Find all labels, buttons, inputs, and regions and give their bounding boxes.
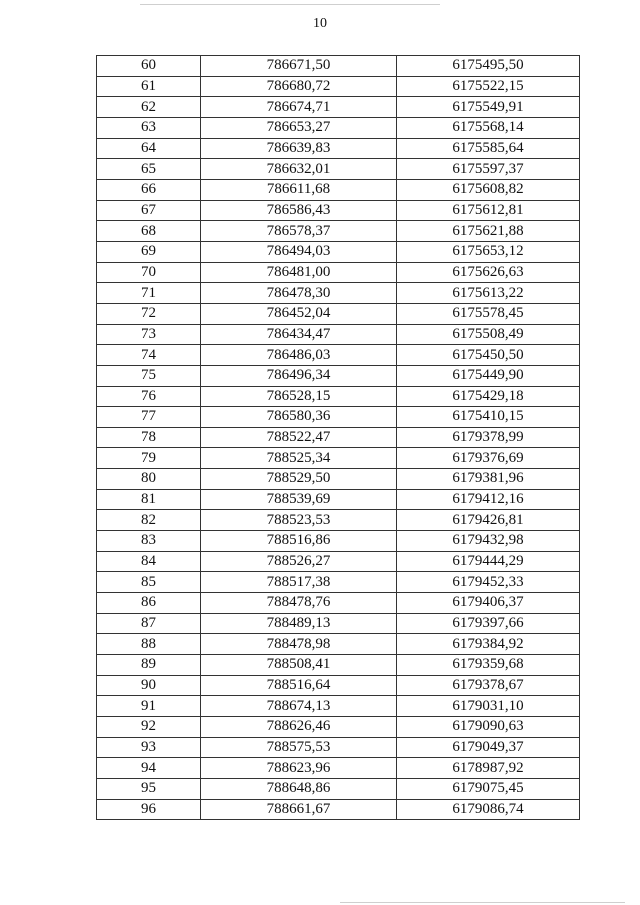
point-number-cell: 75 — [97, 365, 201, 386]
x-coordinate-cell: 788623,96 — [201, 758, 397, 779]
point-number-cell: 64 — [97, 138, 201, 159]
y-coordinate-cell: 6179049,37 — [397, 737, 580, 758]
point-number-cell: 82 — [97, 510, 201, 531]
y-coordinate-cell: 6179406,37 — [397, 593, 580, 614]
y-coordinate-cell: 6178987,92 — [397, 758, 580, 779]
table-row — [97, 778, 580, 799]
table-row — [97, 551, 580, 572]
x-coordinate-cell: 786478,30 — [201, 283, 397, 304]
table-row — [97, 510, 580, 531]
y-coordinate-cell: 6179452,33 — [397, 572, 580, 593]
point-number-cell: 60 — [97, 56, 201, 77]
y-coordinate-cell: 6179381,96 — [397, 469, 580, 490]
point-number-cell: 93 — [97, 737, 201, 758]
table-row — [97, 799, 580, 820]
y-coordinate-cell: 6179426,81 — [397, 510, 580, 531]
table-row — [97, 324, 580, 345]
x-coordinate-cell: 786434,47 — [201, 324, 397, 345]
x-coordinate-cell: 788526,27 — [201, 551, 397, 572]
table-row — [97, 345, 580, 366]
x-coordinate-cell: 788516,86 — [201, 531, 397, 552]
x-coordinate-cell: 788489,13 — [201, 613, 397, 634]
y-coordinate-cell: 6179397,66 — [397, 613, 580, 634]
table-row — [97, 97, 580, 118]
x-coordinate-cell: 788674,13 — [201, 696, 397, 717]
x-coordinate-cell: 788525,34 — [201, 448, 397, 469]
x-coordinate-cell: 786586,43 — [201, 200, 397, 221]
table-row — [97, 407, 580, 428]
table-row — [97, 221, 580, 242]
y-coordinate-cell: 6175608,82 — [397, 179, 580, 200]
y-coordinate-cell: 6179378,99 — [397, 427, 580, 448]
y-coordinate-cell: 6179444,29 — [397, 551, 580, 572]
y-coordinate-cell: 6179384,92 — [397, 634, 580, 655]
x-coordinate-cell: 786653,27 — [201, 117, 397, 138]
table-row — [97, 572, 580, 593]
point-number-cell: 79 — [97, 448, 201, 469]
point-number-cell: 81 — [97, 489, 201, 510]
y-coordinate-cell: 6175568,14 — [397, 117, 580, 138]
point-number-cell: 83 — [97, 531, 201, 552]
y-coordinate-cell: 6175597,37 — [397, 159, 580, 180]
table-row — [97, 489, 580, 510]
table-row — [97, 76, 580, 97]
x-coordinate-cell: 786632,01 — [201, 159, 397, 180]
x-coordinate-cell: 786494,03 — [201, 241, 397, 262]
table-row — [97, 737, 580, 758]
y-coordinate-cell: 6175621,88 — [397, 221, 580, 242]
y-coordinate-cell: 6175508,49 — [397, 324, 580, 345]
point-number-cell: 80 — [97, 469, 201, 490]
page-number: 10 — [313, 16, 327, 31]
point-number-cell: 88 — [97, 634, 201, 655]
x-coordinate-cell: 788522,47 — [201, 427, 397, 448]
point-number-cell: 85 — [97, 572, 201, 593]
y-coordinate-cell: 6179090,63 — [397, 717, 580, 738]
table-row — [97, 634, 580, 655]
table-row — [97, 138, 580, 159]
table-row — [97, 448, 580, 469]
table-row — [97, 303, 580, 324]
point-number-cell: 95 — [97, 778, 201, 799]
y-coordinate-cell: 6179086,74 — [397, 799, 580, 820]
point-number-cell: 72 — [97, 303, 201, 324]
table-row — [97, 593, 580, 614]
point-number-cell: 78 — [97, 427, 201, 448]
point-number-cell: 61 — [97, 76, 201, 97]
y-coordinate-cell: 6175450,50 — [397, 345, 580, 366]
x-coordinate-cell: 788575,53 — [201, 737, 397, 758]
point-number-cell: 89 — [97, 655, 201, 676]
table-row — [97, 427, 580, 448]
x-coordinate-cell: 786674,71 — [201, 97, 397, 118]
point-number-cell: 71 — [97, 283, 201, 304]
point-number-cell: 87 — [97, 613, 201, 634]
table-row — [97, 655, 580, 676]
table-row — [97, 262, 580, 283]
x-coordinate-cell: 788661,67 — [201, 799, 397, 820]
table-row — [97, 117, 580, 138]
x-coordinate-cell: 786528,15 — [201, 386, 397, 407]
point-number-cell: 74 — [97, 345, 201, 366]
y-coordinate-cell: 6175578,45 — [397, 303, 580, 324]
y-coordinate-cell: 6179412,16 — [397, 489, 580, 510]
y-coordinate-cell: 6175449,90 — [397, 365, 580, 386]
coordinates-table-body — [97, 56, 580, 820]
bottom-edge-line — [340, 902, 625, 903]
y-coordinate-cell: 6175522,15 — [397, 76, 580, 97]
y-coordinate-cell: 6175612,81 — [397, 200, 580, 221]
x-coordinate-cell: 788517,38 — [201, 572, 397, 593]
table-row — [97, 56, 580, 77]
x-coordinate-cell: 786578,37 — [201, 221, 397, 242]
x-coordinate-cell: 786671,50 — [201, 56, 397, 77]
y-coordinate-cell: 6179378,67 — [397, 675, 580, 696]
point-number-cell: 68 — [97, 221, 201, 242]
table-row — [97, 241, 580, 262]
point-number-cell: 66 — [97, 179, 201, 200]
x-coordinate-cell: 786580,36 — [201, 407, 397, 428]
y-coordinate-cell: 6179359,68 — [397, 655, 580, 676]
y-coordinate-cell: 6179075,45 — [397, 778, 580, 799]
point-number-cell: 65 — [97, 159, 201, 180]
point-number-cell: 96 — [97, 799, 201, 820]
y-coordinate-cell: 6175653,12 — [397, 241, 580, 262]
x-coordinate-cell: 788529,50 — [201, 469, 397, 490]
y-coordinate-cell: 6175410,15 — [397, 407, 580, 428]
table-row — [97, 365, 580, 386]
point-number-cell: 70 — [97, 262, 201, 283]
point-number-cell: 62 — [97, 97, 201, 118]
x-coordinate-cell: 788648,86 — [201, 778, 397, 799]
point-number-cell: 63 — [97, 117, 201, 138]
table-row — [97, 159, 580, 180]
x-coordinate-cell: 786452,04 — [201, 303, 397, 324]
table-row — [97, 758, 580, 779]
point-number-cell: 77 — [97, 407, 201, 428]
x-coordinate-cell: 786481,00 — [201, 262, 397, 283]
point-number-cell: 84 — [97, 551, 201, 572]
table-row — [97, 283, 580, 304]
table-row — [97, 179, 580, 200]
point-number-cell: 91 — [97, 696, 201, 717]
x-coordinate-cell: 788508,41 — [201, 655, 397, 676]
point-number-cell: 76 — [97, 386, 201, 407]
top-edge-line — [140, 4, 440, 5]
table-row — [97, 469, 580, 490]
y-coordinate-cell: 6175626,63 — [397, 262, 580, 283]
point-number-cell: 73 — [97, 324, 201, 345]
y-coordinate-cell: 6179432,98 — [397, 531, 580, 552]
x-coordinate-cell: 788626,46 — [201, 717, 397, 738]
y-coordinate-cell: 6175495,50 — [397, 56, 580, 77]
table-row — [97, 717, 580, 738]
point-number-cell: 94 — [97, 758, 201, 779]
x-coordinate-cell: 786496,34 — [201, 365, 397, 386]
y-coordinate-cell: 6179031,10 — [397, 696, 580, 717]
table-row — [97, 675, 580, 696]
point-number-cell: 86 — [97, 593, 201, 614]
x-coordinate-cell: 786639,83 — [201, 138, 397, 159]
table-row — [97, 200, 580, 221]
x-coordinate-cell: 788516,64 — [201, 675, 397, 696]
point-number-cell: 92 — [97, 717, 201, 738]
y-coordinate-cell: 6175613,22 — [397, 283, 580, 304]
x-coordinate-cell: 788478,98 — [201, 634, 397, 655]
table-row — [97, 386, 580, 407]
y-coordinate-cell: 6175549,91 — [397, 97, 580, 118]
point-number-cell: 69 — [97, 241, 201, 262]
x-coordinate-cell: 786680,72 — [201, 76, 397, 97]
y-coordinate-cell: 6179376,69 — [397, 448, 580, 469]
x-coordinate-cell: 786486,03 — [201, 345, 397, 366]
table-row — [97, 696, 580, 717]
y-coordinate-cell: 6175585,64 — [397, 138, 580, 159]
x-coordinate-cell: 788539,69 — [201, 489, 397, 510]
x-coordinate-cell: 788523,53 — [201, 510, 397, 531]
table-row — [97, 531, 580, 552]
point-number-cell: 90 — [97, 675, 201, 696]
point-number-cell: 67 — [97, 200, 201, 221]
table-row — [97, 613, 580, 634]
coordinates-table — [96, 55, 580, 820]
x-coordinate-cell: 786611,68 — [201, 179, 397, 200]
y-coordinate-cell: 6175429,18 — [397, 386, 580, 407]
x-coordinate-cell: 788478,76 — [201, 593, 397, 614]
